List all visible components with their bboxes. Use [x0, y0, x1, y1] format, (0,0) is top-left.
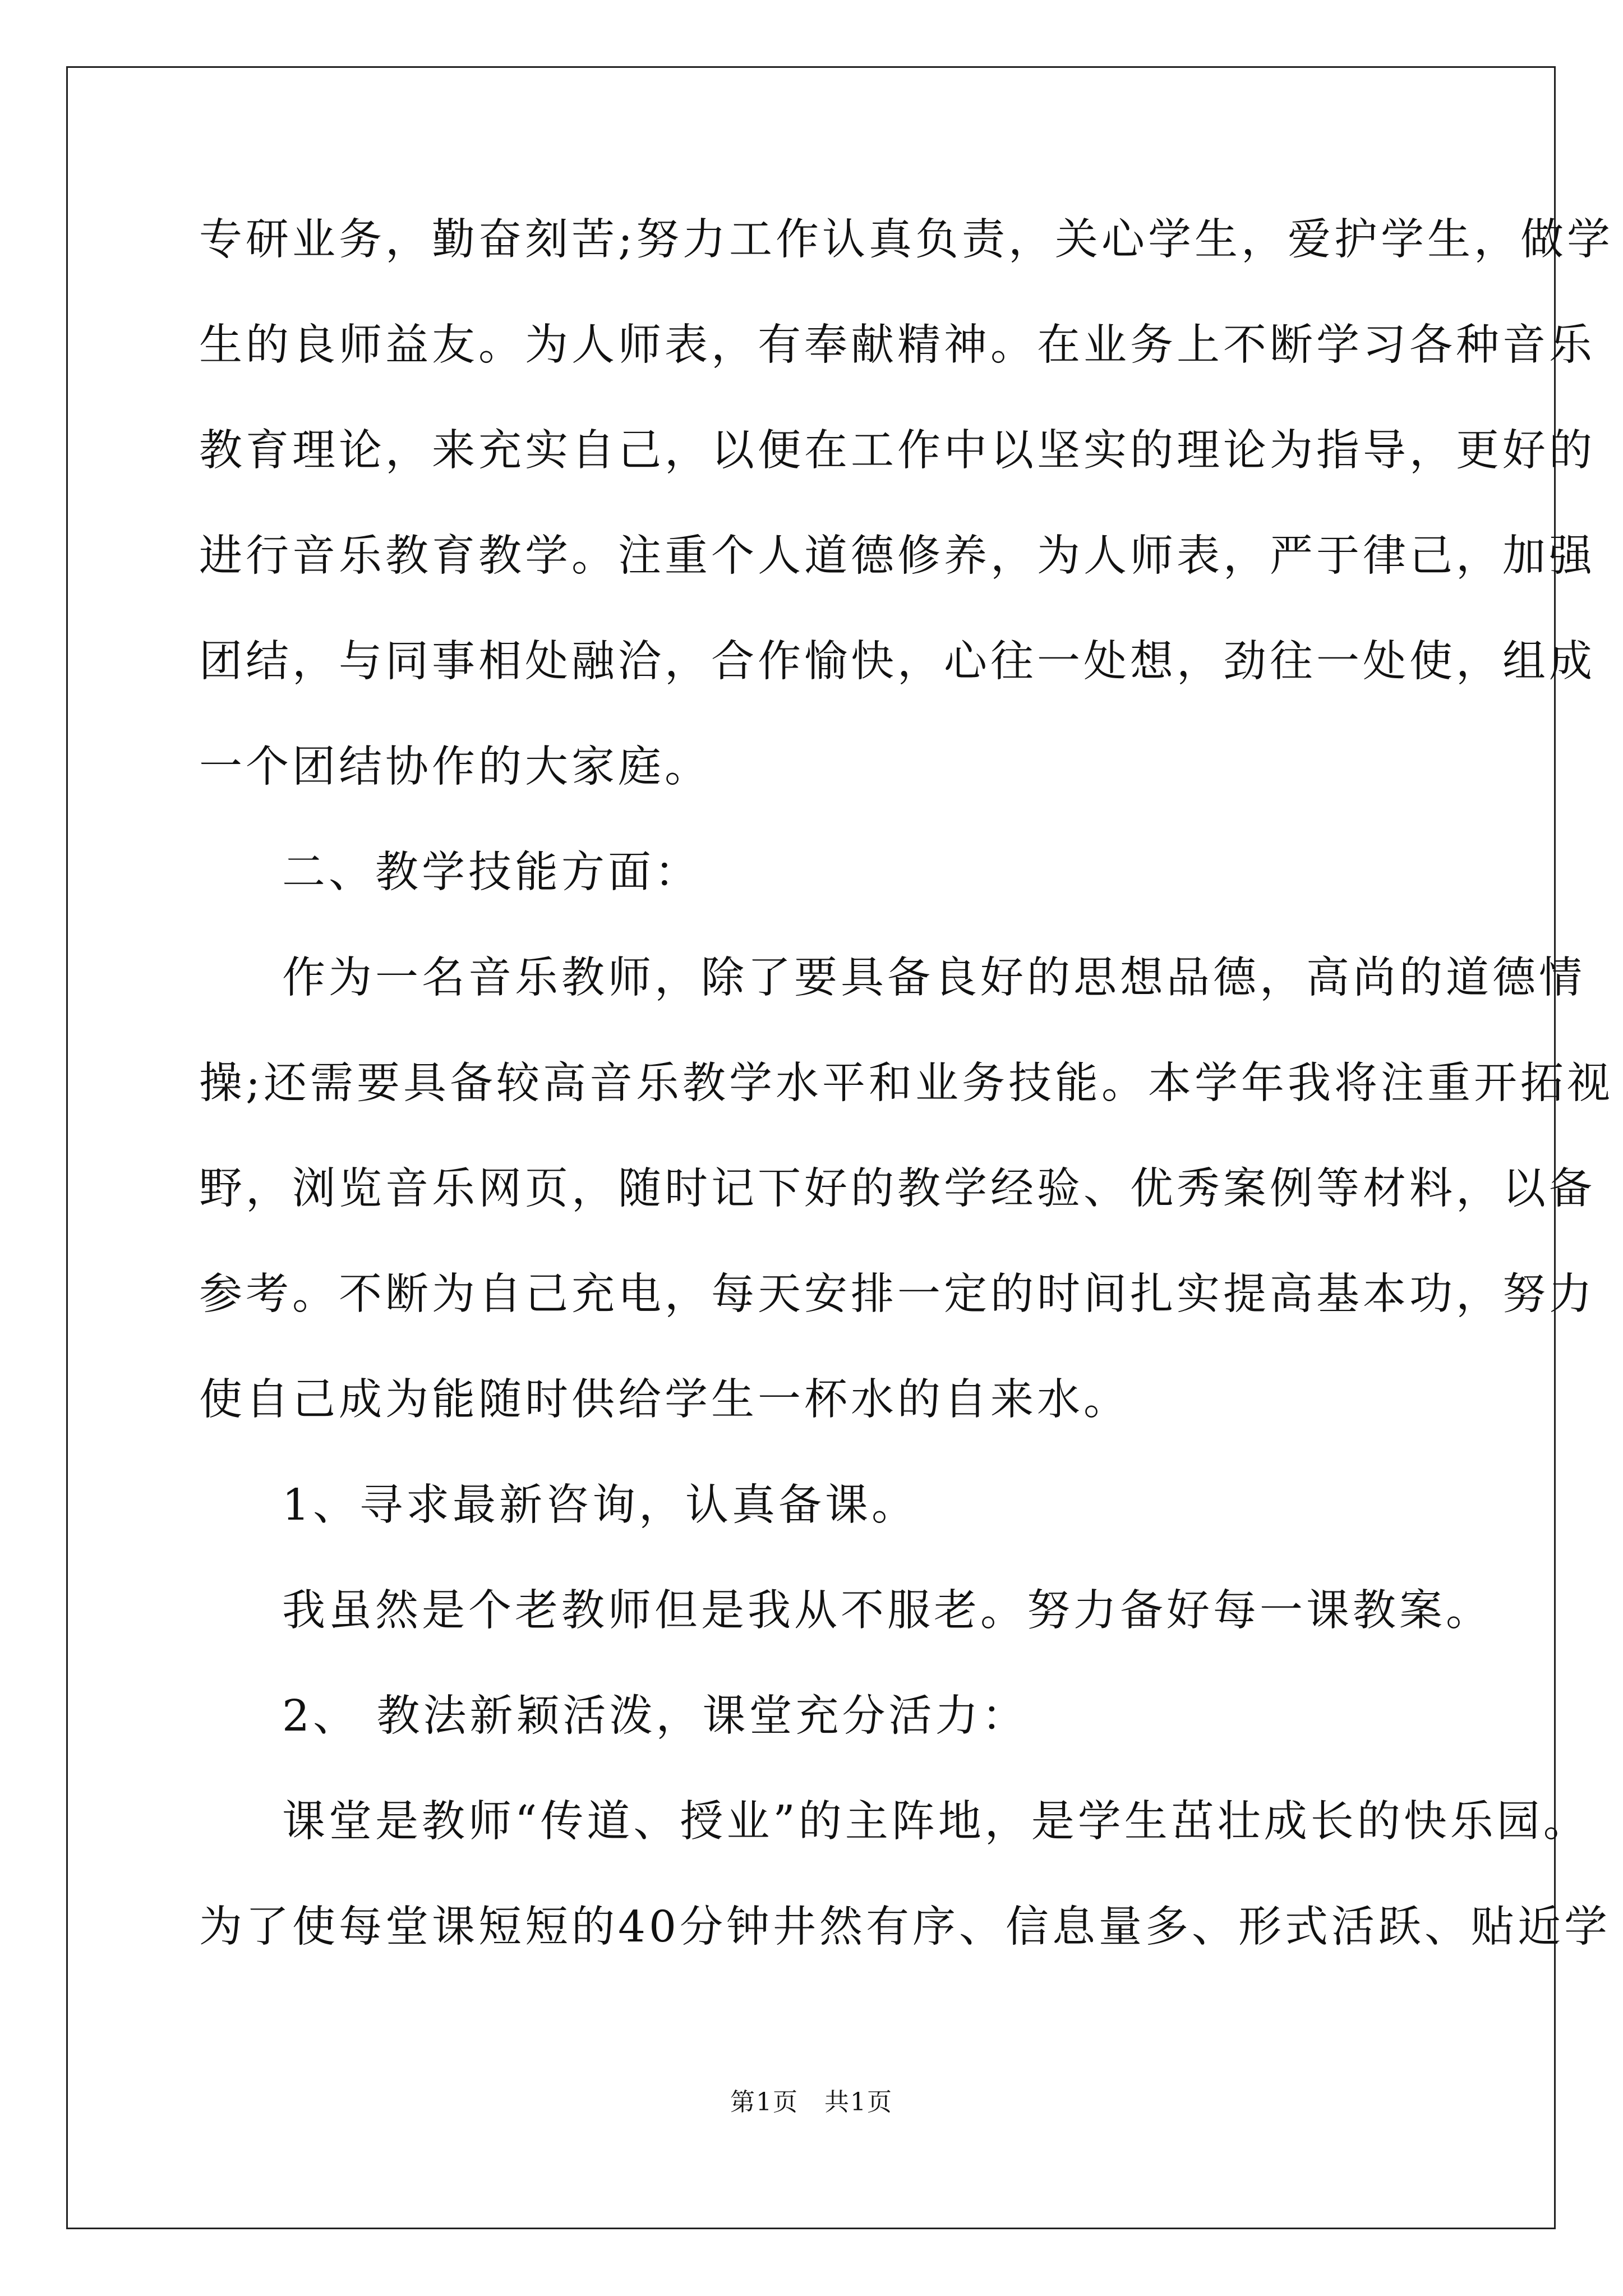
section-heading: 二、教学技能方面：: [282, 848, 701, 898]
paragraph-line: 一个团结协作的大家庭。: [199, 742, 711, 792]
paragraph-line: 为了使每堂课短短的40分钟井然有序、信息量多、形式活跃、贴近学: [199, 1902, 1611, 1952]
paragraph-line: 野，浏览音乐网页，随时记下好的教学经验、优秀案例等材料，以备: [199, 1164, 1596, 1214]
paragraph-line: 生的良师益友。为人师表，有奉献精神。在业务上不断学习各种音乐: [199, 320, 1596, 370]
paragraph-line: 操;还需要具备较高音乐教学水平和业务技能。本学年我将注重开拓视: [199, 1059, 1613, 1108]
paragraph-line: 进行音乐教育教学。注重个人道德修养，为人师表，严于律己，加强: [199, 531, 1596, 581]
page-number-footer: 第1页 共1页: [730, 2088, 893, 2116]
paragraph-line: 课堂是教师“传道、授业”的主阵地，是学生茁壮成长的快乐园。: [282, 1797, 1590, 1847]
list-item-heading: 1、寻求最新咨询，认真备课。: [282, 1480, 918, 1530]
list-item-heading: 2、 教法新颖活泼，课堂充分活力：: [282, 1691, 1029, 1741]
paragraph-line: 参考。不断为自己充电，每天安排一定的时间扎实提高基本功，努力: [199, 1269, 1596, 1319]
paragraph-line: 我虽然是个老教师但是我从不服老。努力备好每一课教案。: [282, 1586, 1492, 1636]
paragraph-line: 专研业务，勤奋刻苦;努力工作认真负责，关心学生，爱护学生，做学: [199, 215, 1613, 265]
paragraph-line: 团结，与同事相处融洽，合作愉快，心往一处想，劲往一处使，组成: [199, 637, 1596, 687]
paragraph-line: 使自己成为能随时供给学生一杯水的自来水。: [199, 1375, 1130, 1425]
paragraph-line: 教育理论，来充实自己，以便在工作中以坚实的理论为指导，更好的: [199, 426, 1596, 476]
paragraph-line: 作为一名音乐教师，除了要具备良好的思想品德，高尚的道德情: [282, 953, 1585, 1003]
